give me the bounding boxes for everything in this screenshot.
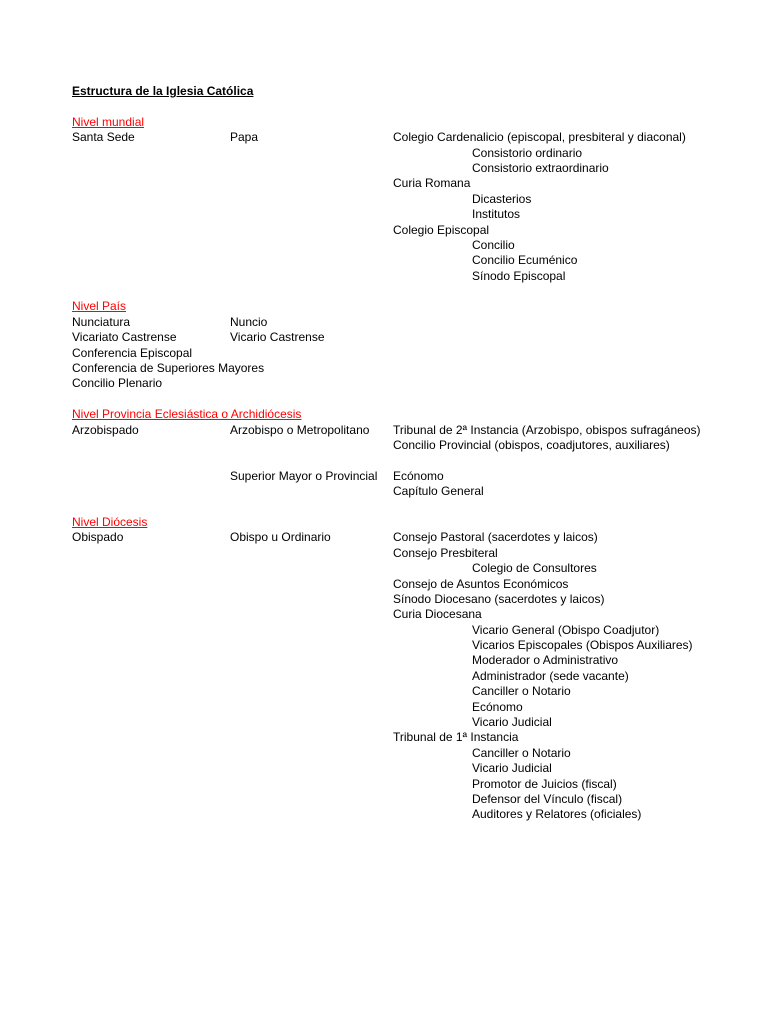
cell-col-2: Colegio Cardenalicio (episcopal, presbiteral y diaconal) bbox=[393, 130, 686, 145]
table-row bbox=[72, 346, 632, 361]
cell-col-3: Auditores y Relatores (oficiales) bbox=[472, 807, 642, 822]
cell-col-3: Sínodo Episcopal bbox=[472, 268, 566, 283]
table-row bbox=[72, 330, 632, 345]
table-row bbox=[72, 192, 632, 207]
cell-col-2: Consejo de Asuntos Económicos bbox=[393, 576, 569, 591]
table-row bbox=[72, 792, 632, 807]
table-row bbox=[72, 500, 632, 515]
title-row bbox=[72, 84, 632, 99]
cell-col-2: Tribunal de 2ª Instancia (Arzobispo, obispos sufragáneos) bbox=[393, 422, 701, 437]
cell-col-0: Conferencia Episcopal bbox=[72, 345, 193, 360]
spreadsheet-page bbox=[72, 84, 701, 823]
cell-col-3: Canciller o Notario bbox=[472, 745, 571, 760]
table-row bbox=[72, 700, 632, 715]
table-row bbox=[72, 577, 632, 592]
section-header-row bbox=[72, 407, 632, 422]
section-heading: Nivel Diócesis bbox=[72, 514, 148, 529]
table-row bbox=[72, 99, 632, 114]
table-row bbox=[72, 361, 632, 376]
table-row bbox=[72, 422, 701, 438]
cell-col-3: Concilio Ecuménico bbox=[472, 253, 578, 268]
table-row bbox=[72, 130, 686, 145]
table-row bbox=[72, 715, 632, 730]
table-row bbox=[72, 730, 632, 745]
cell-col-2: Concilio Provincial (obispos, coadjutores, auxiliares) bbox=[393, 437, 670, 452]
table-row bbox=[72, 561, 632, 576]
cell-col-3: Promotor de Juicios (fiscal) bbox=[472, 776, 617, 791]
cell-col-1: Papa bbox=[230, 130, 259, 145]
cell-col-2: Curia Romana bbox=[393, 176, 471, 191]
table-row bbox=[72, 146, 632, 161]
section-heading: Nivel País bbox=[72, 299, 127, 314]
table-row bbox=[72, 484, 632, 499]
cell-col-1: Nuncio bbox=[230, 314, 268, 329]
cell-col-2: Colegio Episcopal bbox=[393, 222, 490, 237]
table-row bbox=[72, 453, 632, 468]
cell-col-3: Vicario General (Obispo Coadjutor) bbox=[472, 622, 660, 637]
cell-col-2: Tribunal de 1ª Instancia bbox=[393, 730, 519, 745]
cell-col-2: Capítulo General bbox=[393, 484, 484, 499]
table-row bbox=[72, 176, 632, 191]
table-row bbox=[72, 684, 632, 699]
section-header-row bbox=[72, 515, 632, 530]
table-row bbox=[72, 437, 670, 453]
table-row bbox=[72, 653, 632, 668]
cell-col-3: Colegio de Consultores bbox=[472, 561, 597, 576]
cell-col-1: Obispo u Ordinario bbox=[230, 530, 331, 545]
cell-col-2: Curia Diocesana bbox=[393, 607, 482, 622]
table-row bbox=[72, 315, 632, 330]
cell-col-2: Consejo Presbiteral bbox=[393, 545, 498, 560]
table-row bbox=[72, 807, 642, 822]
table-row bbox=[72, 746, 632, 761]
table-row bbox=[72, 761, 632, 776]
table-row bbox=[72, 469, 632, 484]
cell-col-0: Arzobispado bbox=[72, 422, 139, 437]
cell-col-1: Superior Mayor o Provincial bbox=[230, 468, 378, 483]
table-row bbox=[72, 530, 632, 545]
table-row bbox=[72, 376, 632, 391]
cell-col-0: Conferencia de Superiores Mayores bbox=[72, 361, 265, 376]
table-row bbox=[72, 638, 693, 653]
document-title: Estructura de la Iglesia Católica bbox=[72, 84, 254, 98]
section-header-row bbox=[72, 299, 632, 314]
cell-col-3: Consistorio extraordinario bbox=[472, 160, 609, 175]
cell-col-2: Consejo Pastoral (sacerdotes y laicos) bbox=[393, 530, 598, 545]
table-row bbox=[72, 622, 660, 638]
table-row bbox=[72, 253, 632, 268]
table-row bbox=[72, 669, 632, 684]
cell-col-3: Defensor del Vínculo (fiscal) bbox=[472, 791, 623, 806]
cell-col-3: Moderador o Administrativo bbox=[472, 653, 619, 668]
table-row bbox=[72, 238, 632, 253]
cell-col-3: Vicario Judicial bbox=[472, 715, 552, 730]
table-row bbox=[72, 607, 632, 622]
table-row bbox=[72, 592, 632, 607]
cell-col-0: Nunciatura bbox=[72, 314, 131, 329]
cell-col-3: Institutos bbox=[472, 207, 521, 222]
cell-col-3: Dicasterios bbox=[472, 191, 532, 206]
table-row bbox=[72, 161, 632, 176]
section-header-row bbox=[72, 115, 632, 130]
table-body bbox=[72, 99, 701, 822]
table-row bbox=[72, 223, 632, 238]
section-heading: Nivel Provincia Eclesiástica o Archidiócesis bbox=[72, 407, 302, 422]
cell-col-3: Canciller o Notario bbox=[472, 684, 571, 699]
table-row bbox=[72, 392, 632, 407]
cell-col-3: Concilio bbox=[472, 237, 515, 252]
cell-col-2: Sínodo Diocesano (sacerdotes y laicos) bbox=[393, 591, 605, 606]
cell-col-3: Consistorio ordinario bbox=[472, 145, 583, 160]
cell-col-3: Vicario Judicial bbox=[472, 761, 552, 776]
cell-col-1: Arzobispo o Metropolitano bbox=[230, 422, 370, 437]
cell-col-3: Administrador (sede vacante) bbox=[472, 668, 629, 683]
cell-col-1: Vicario Castrense bbox=[230, 330, 325, 345]
cell-col-2: Ecónomo bbox=[393, 468, 444, 483]
cell-col-0: Santa Sede bbox=[72, 130, 135, 145]
cell-col-3: Vicarios Episcopales (Obispos Auxiliares) bbox=[472, 638, 693, 653]
table-row bbox=[72, 777, 632, 792]
cell-col-0: Obispado bbox=[72, 530, 124, 545]
table-row bbox=[72, 284, 632, 299]
table-row bbox=[72, 269, 632, 284]
cell-col-0: Vicariato Castrense bbox=[72, 330, 177, 345]
cell-col-0: Concilio Plenario bbox=[72, 376, 163, 391]
table-row bbox=[72, 207, 632, 222]
cell-col-3: Ecónomo bbox=[472, 699, 523, 714]
table-row bbox=[72, 546, 632, 561]
section-heading: Nivel mundial bbox=[72, 114, 145, 129]
